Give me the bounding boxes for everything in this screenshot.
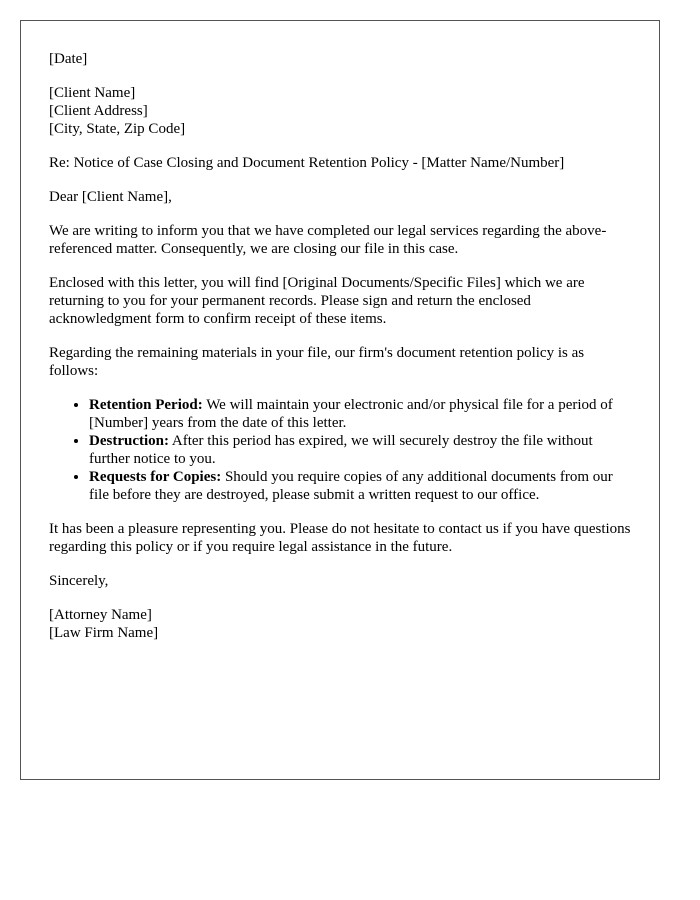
salutation: Dear [Client Name], xyxy=(49,189,172,205)
recipient-name: [Client Name] xyxy=(49,85,136,101)
policy-item-requests-for-copies xyxy=(89,468,631,504)
body-paragraph-3: Regarding the remaining materials in your file, our firm's document retention policy is as follows: xyxy=(49,345,585,379)
recipient-city-state-zip: [City, State, Zip Code] xyxy=(49,121,186,137)
policy-item-text: Should you require copies of any additional documents from our file before they are destroyed, please submit a written request to our office. xyxy=(89,469,613,503)
letter-page xyxy=(20,20,660,780)
signature-block xyxy=(49,606,631,642)
attorney-name: [Attorney Name] xyxy=(49,607,152,623)
date-line xyxy=(49,50,631,68)
law-firm-name: [Law Firm Name] xyxy=(49,625,159,641)
closing: Sincerely, xyxy=(49,573,109,589)
policy-item-destruction xyxy=(89,432,631,468)
recipient-address-block xyxy=(49,84,631,138)
retention-policy-list xyxy=(49,396,631,504)
policy-item-label: Retention Period: xyxy=(89,397,203,413)
body-paragraph-1: We are writing to inform you that we have completed our legal services regarding the above-referenced matter. Consequently, we are closing our file in this case. xyxy=(49,223,607,257)
body-paragraph-2: Enclosed with this letter, you will find [Original Documents/Specific Files] which we are returning to you for your permanent records. Please sign and return the enclosed acknowledgment form to confirm receipt of these items. xyxy=(49,275,585,327)
policy-item-label: Requests for Copies: xyxy=(89,469,222,485)
letter-date: [Date] xyxy=(49,51,88,67)
recipient-address: [Client Address] xyxy=(49,103,148,119)
body-paragraph-4: It has been a pleasure representing you. Please do not hesitate to contact us if you have questions regarding this policy or if you require legal assistance in the future. xyxy=(49,521,631,555)
policy-item-retention-period xyxy=(89,396,631,432)
subject-line: Re: Notice of Case Closing and Document Retention Policy - [Matter Name/Number] xyxy=(49,155,565,171)
policy-item-text: After this period has expired, we will securely destroy the file without further notice to you. xyxy=(89,433,593,467)
policy-item-text: We will maintain your electronic and/or physical file for a period of [Number] years from the date of this letter. xyxy=(89,397,613,431)
policy-item-label: Destruction: xyxy=(89,433,169,449)
